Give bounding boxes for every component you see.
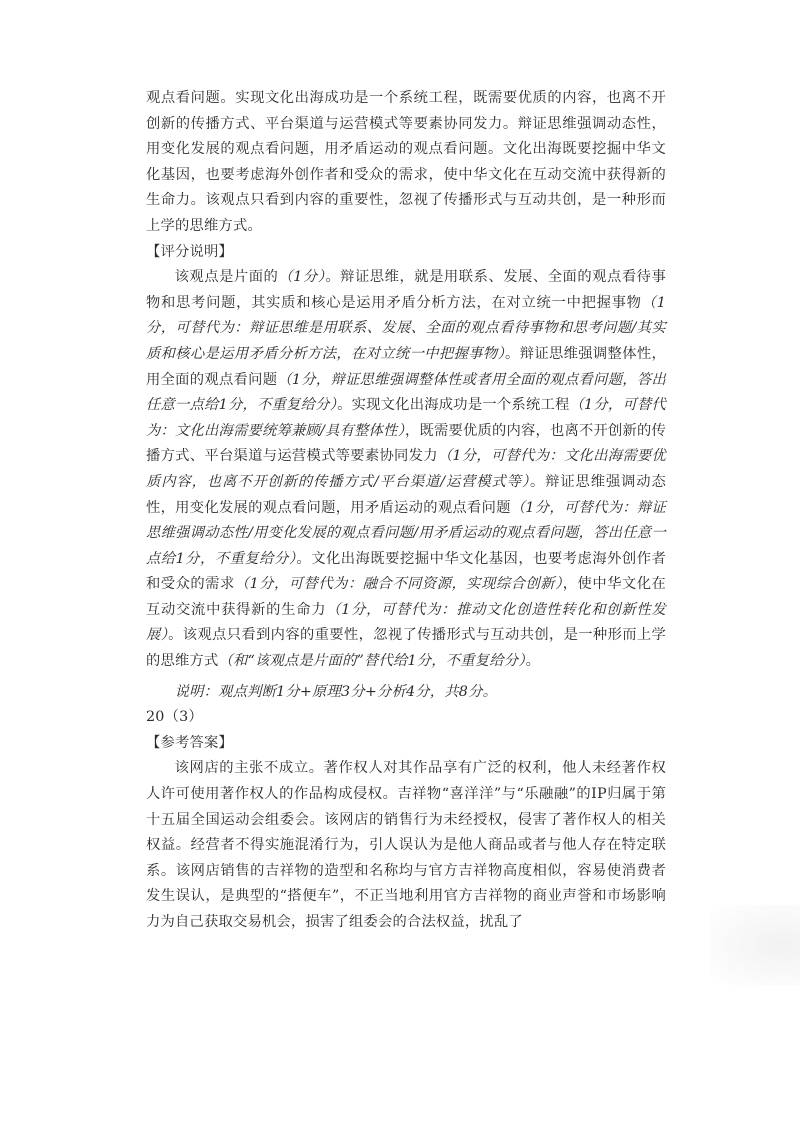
scoring-text: 。该观点只看到内容的重要性，忽视了传播形式与互动共创，是一种形而上学的思维方式 [146,627,667,670]
scoring-criterion-note: （1分，辩证思维强调整体性或者用全面的观点看问题，答出任意一点给1分，不重复给分） [146,371,666,414]
question-number: 20（3） [146,709,203,726]
scoring-text: ，既需要优质的内容，也离不开创新的传播方式、平台渠道与运营模式等要素协同发力 [146,422,666,465]
scoring-criterion-note: （1分，可替代为：推动文化创造性转化和创新性发展） [146,601,666,644]
scoring-text: 。 [525,653,541,670]
scoring-heading: 【评分说明】 [146,243,233,260]
answer-paragraph: 该网店的主张不成立。著作权人对其作品享有广泛的权利，他人未经著作权人许可使用著作权人的作品构成侵权。吉祥物“喜洋洋”与“乐融融”的IP归属于第十五届全国运动会组委会。该网店的销售行为未经授权，侵害了著作权人的相关权益。经营者不得实施混淆行为，引人误认为是他人商品或者与他人存在特定联系。该网店销售的吉祥物的造型和名称均与官方吉祥物高度相似，容易使消费者发生误认，是典型的“搭便车”，不正当地利用官方吉祥物的商业声誉和市场影响力为自己获取交易机会，损害了组委会的合法权益，扰乱了 [146,760,666,930]
document-content [146,86,666,936]
scoring-text: 。实现文化出海成功是一个系统工程 [337,397,570,414]
answer-heading: 【参考答案】 [146,734,233,751]
scoring-text: 。文化出海既要挖掘中华文化基因，也要考虑海外创作者和受众的需求 [146,550,666,593]
scoring-criterion-note: （1分） [278,269,326,286]
scoring-criterion-note: （1分，可替代为：辩证思维强调动态性/用变化发展的观点看问题/用矛盾运动的观点看问题，答出任意一点给1分，不重复给分） [146,499,667,567]
scoring-text: 该观点是片面的 [174,269,279,286]
scoring-text: 。辩证思维，就是用联系、发展、全面的观点看待事物和思考问题，其实质和核心是运用矛盾分析方法，在对立统一中把握事物 [146,269,666,311]
scoring-criterion-note: （1分，可替代为：文化出海需要统筹兼顾/具有整体性） [146,397,667,439]
scoring-text: 。辩证思维强调整体性，用全面的观点看问题 [146,345,666,388]
scan-smudge [710,905,800,985]
scoring-note: 说明：观点判断1分+原理3分+分析4分，共8分。 [174,683,498,700]
scoring-criterion-note: （和“该观点是片面的”替代给1分，不重复给分） [218,653,526,670]
scoring-criterion-note: （1分，可替代为：辩证思维是用联系、发展、全面的观点看待事物和思考问题/其实质和核心是运用矛盾分析方法，在对立统一中把握事物） [146,294,666,362]
scoring-paragraph [146,265,666,675]
scoring-text: ，使中华文化在互动交流中获得新的生命力 [146,576,667,618]
intro-paragraph: 观点看问题。实现文化出海成功是一个系统工程，既需要优质的内容，也离不开创新的传播方式、平台渠道与运营模式等要素协同发力。辩证思维强调动态性，用变化发展的观点看问题，用矛盾运动的观点看问题。文化出海既要挖掘中华文化基因，也要考虑海外创作者和受众的需求，使中华文化在互动交流中获得新的生命力。该观点只看到内容的重要性，忽视了传播形式与互动共创，是一种形而上学的思维方式。 [146,90,666,234]
scoring-criterion-note: （1分，可替代为：融合不同资源，实现综合创新） [234,576,563,593]
scoring-criterion-note: （1分，可替代为：文化出海需要优质内容，也离不开创新的传播方式/平台渠道/运营模式等） [146,448,666,490]
scoring-text: 。辩证思维强调动态性，用变化发展的观点看问题，用矛盾运动的观点看问题 [146,473,666,516]
